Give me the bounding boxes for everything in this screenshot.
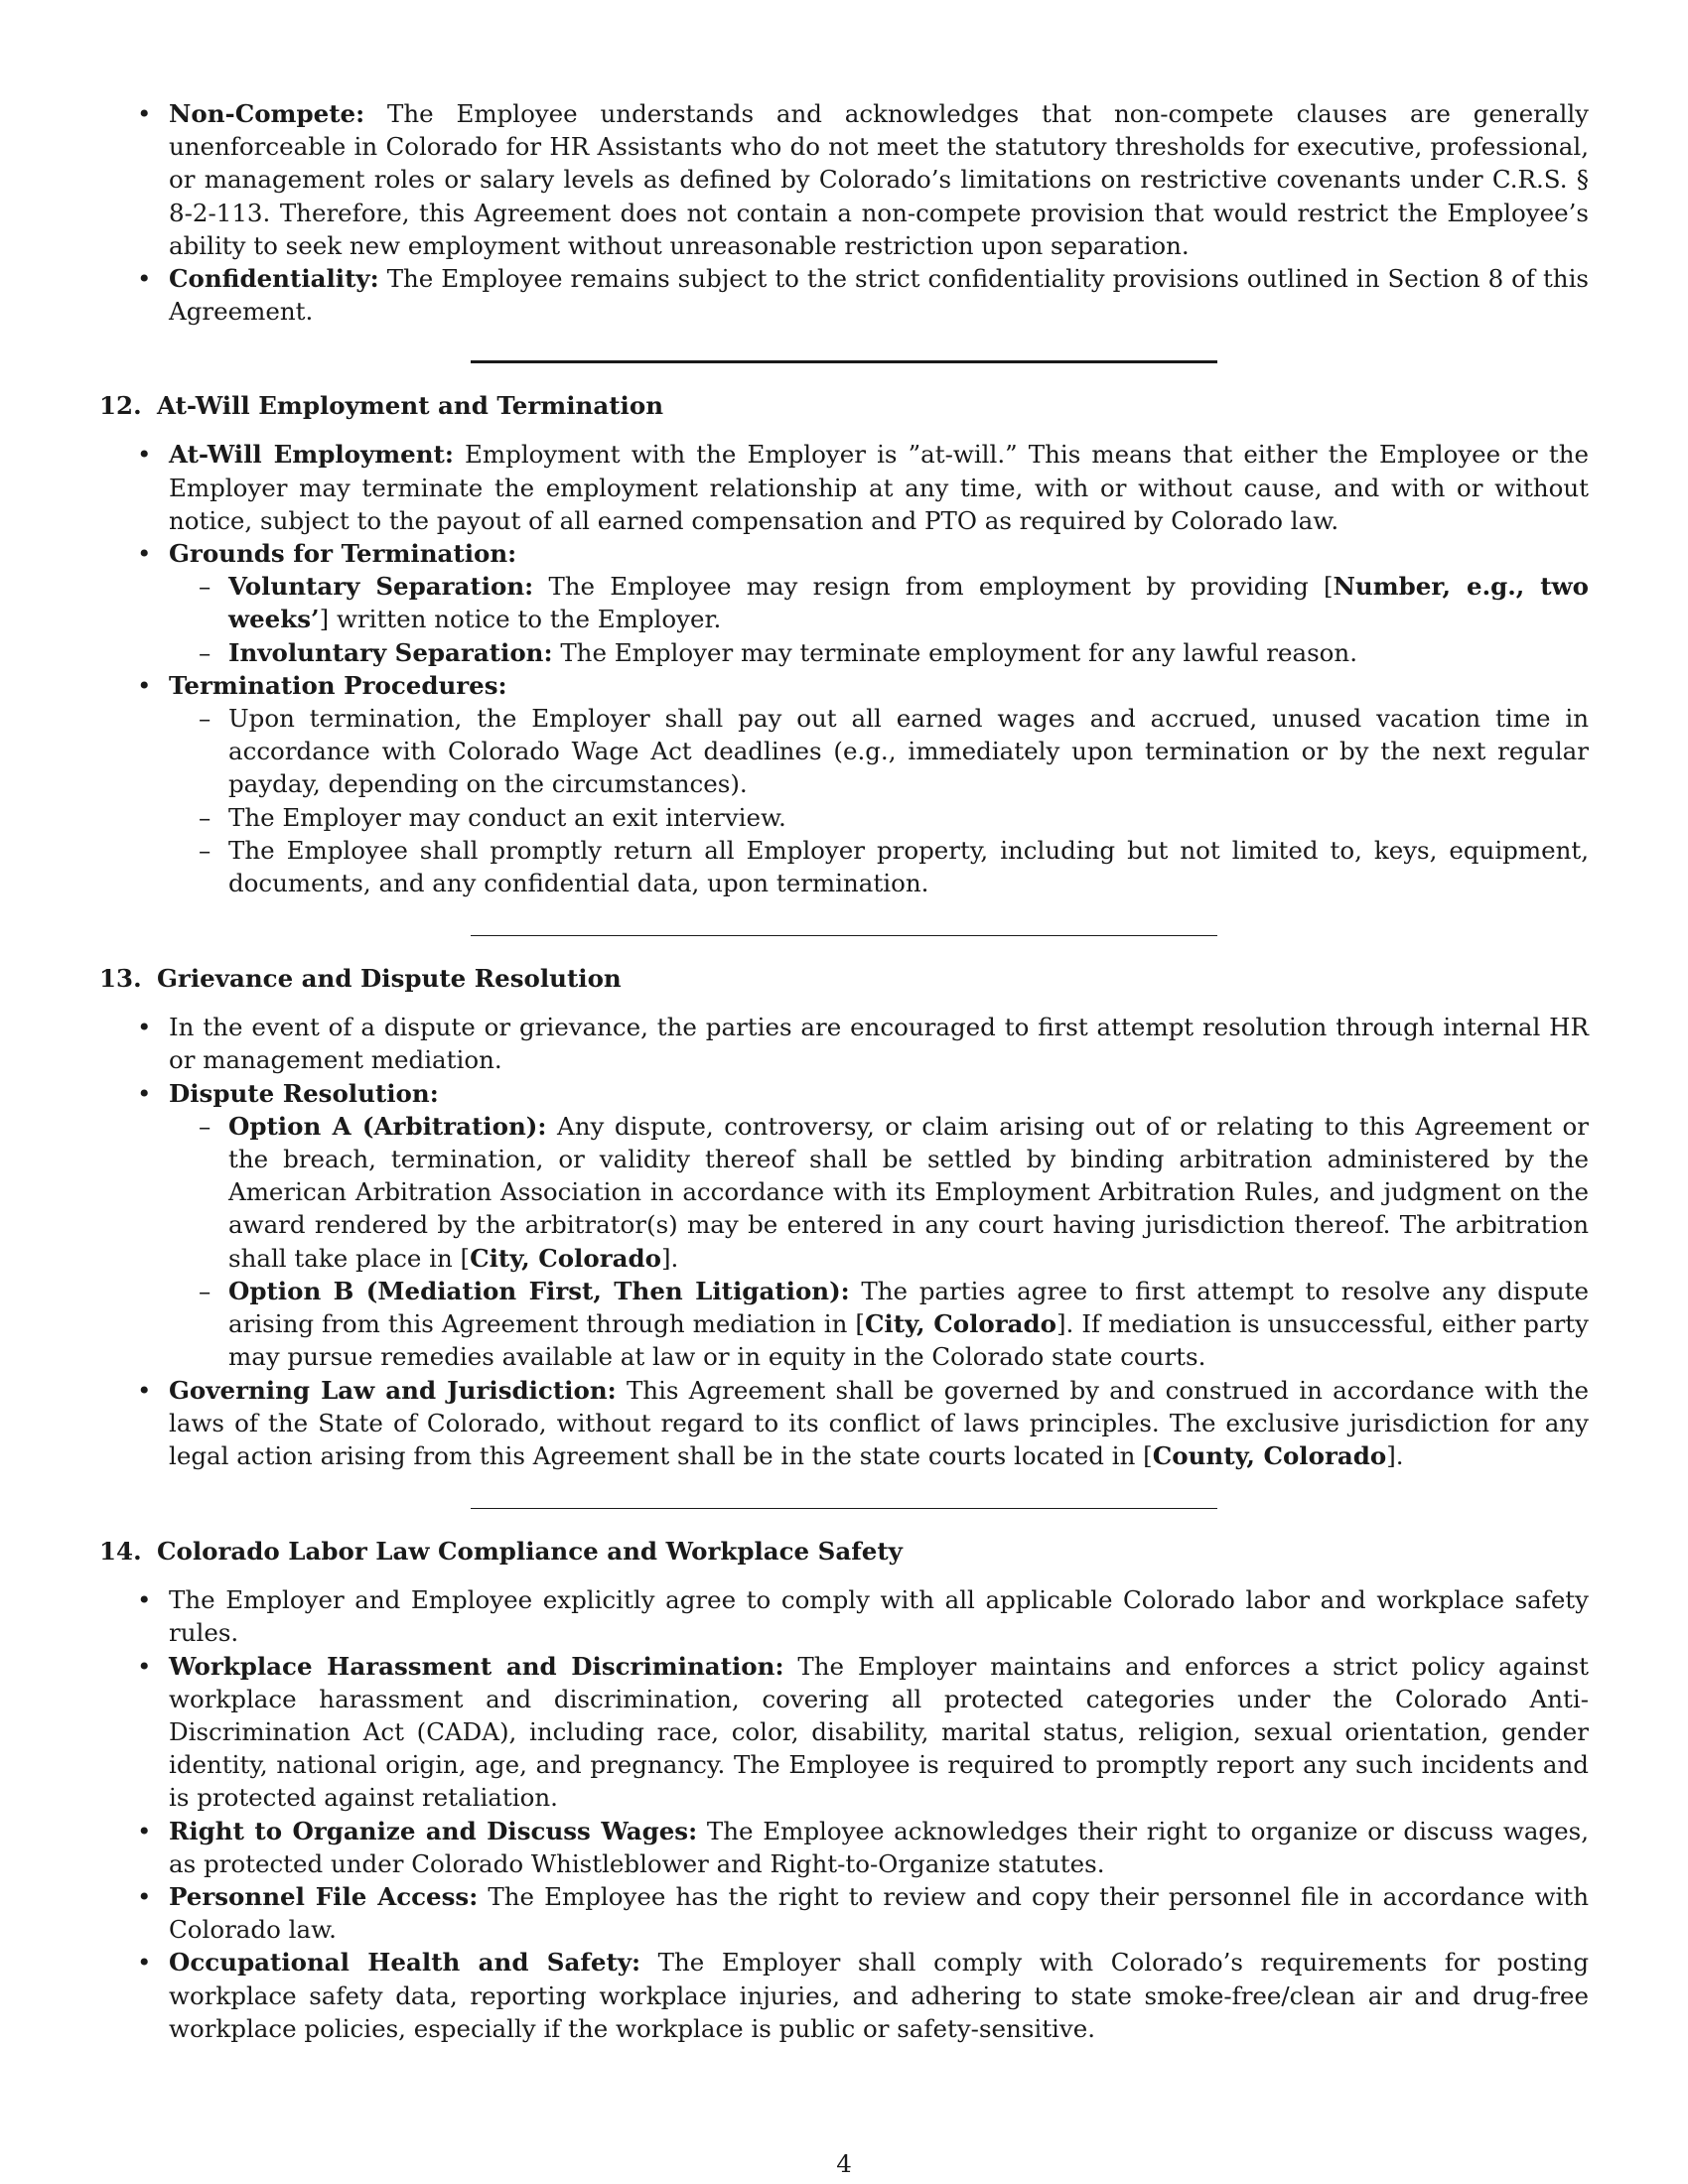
placeholder-field: City, Colorado bbox=[864, 1309, 1056, 1339]
section-13-list bbox=[99, 1011, 1589, 1110]
list-item-non-compete bbox=[99, 97, 1589, 262]
bullet: • bbox=[137, 539, 152, 569]
item-text: The Employer may terminate employment for any lawful reason. bbox=[560, 637, 1357, 667]
item-text: Upon termination, the Employer shall pay out all earned wages and accrued, unused vacation time in accordance with Colorado Wage Act deadlines (e.g., immediately upon termination or by the next regular payday, depending on the circumstances). bbox=[228, 704, 1589, 799]
item-label: Option A (Arbitration): bbox=[228, 1111, 547, 1141]
bullet: • bbox=[137, 1881, 152, 1911]
section-title: Colorado Labor Law Compliance and Workplace Safety bbox=[157, 1537, 903, 1567]
procedures-sublist bbox=[99, 702, 1589, 899]
list-item-procedures bbox=[99, 669, 1589, 702]
bullet: • bbox=[137, 1013, 152, 1042]
item-label: Grounds for Termination: bbox=[169, 539, 517, 569]
bullet: • bbox=[137, 1375, 152, 1405]
bullet: • bbox=[137, 1816, 152, 1845]
item-text: The Employee has the right to review and copy their personnel file in accordance with Colorado law. bbox=[169, 1881, 1589, 1945]
bullet: • bbox=[137, 1078, 152, 1108]
item-label: Governing Law and Jurisdiction: bbox=[169, 1375, 617, 1405]
list-item-health-safety bbox=[99, 1946, 1589, 2045]
item-label: Dispute Resolution: bbox=[169, 1078, 439, 1108]
bullet: • bbox=[137, 670, 152, 700]
dash: – bbox=[199, 1111, 211, 1141]
item-label: Option B (Mediation First, Then Litigation): bbox=[228, 1276, 850, 1305]
list-item-confidentiality bbox=[99, 262, 1589, 328]
dash: – bbox=[199, 637, 211, 667]
section-14-list bbox=[99, 1583, 1589, 2045]
dash: – bbox=[199, 835, 211, 865]
section-heading bbox=[99, 1535, 1589, 1568]
item-text: The Employer shall comply with Colorado’s requirements for posting workplace safety data, reporting workplace injuries, and adhering to state smoke-free/clean air and drug-free workplace policies, especially if the workplace is public or safety-sensitive. bbox=[169, 1948, 1590, 2043]
item-text: The Employer and Employee explicitly agree to comply with all applicable Colorado labor and workplace safety rules. bbox=[169, 1585, 1589, 1648]
section-12-list-cont bbox=[99, 669, 1589, 702]
item-text: The Employee shall promptly return all Employer property, including but not limited to, keys, equipment, documents, and any confidential data, upon termination. bbox=[228, 835, 1589, 898]
item-text: The Employee understands and acknowledges that non-compete clauses are generally unenforceable in Colorado for HR Assistants who do not meet the statutory thresholds for executive, professional, or management roles or salary levels as defined by Colorado’s limitations on restrictive covenants under C.R.S. § 8-2-113. Therefore, this Agreement does not contain a non-compete provision that would restrict the Employee’s ability to seek new employment without unreasonable restriction upon separation. bbox=[169, 99, 1589, 260]
item-label: Personnel File Access: bbox=[169, 1881, 479, 1911]
item-text: Any dispute, controversy, or claim arising out of or relating to this Agreement or the breach, termination, or validity thereof shall be settled by binding arbitration administered by the American Arbitration Association in accordance with its Employment Arbitration Rules, and judgment on the award rendered by the arbitrator(s) may be entered in any court having jurisdiction thereof. The arbitration shall take place in bbox=[228, 1111, 1590, 1273]
sublist-item-involuntary bbox=[99, 636, 1589, 669]
list-item-intro bbox=[99, 1583, 1589, 1649]
list-item-dispute bbox=[99, 1077, 1589, 1110]
sublist-item bbox=[99, 801, 1589, 834]
page-number: 4 bbox=[836, 2149, 852, 2178]
section-divider bbox=[471, 360, 1217, 363]
bullet: • bbox=[137, 1651, 152, 1681]
item-label: At-Will Employment: bbox=[169, 440, 454, 470]
item-text: This Agreement shall be governed by and construed in accordance with the laws of the State of Colorado, without regard to its conflict of laws principles. The exclusive jurisdiction for any legal action arising from this Agreement shall be in the state courts located in bbox=[169, 1375, 1589, 1470]
item-text: The Employer maintains and enforces a strict policy against workplace harassment and discrimination, covering all protected categories under the Colorado Anti-Discrimination Act (CADA), including race, color, disability, marital status, religion, sexual orientation, gender identity, national origin, age, and pregnancy. The Employee is required to promptly report any such incidents and is protected against retaliation. bbox=[169, 1651, 1589, 1813]
list-item-at-will bbox=[99, 438, 1589, 537]
item-text: The parties agree to first attempt to resolve any dispute arising from this Agreement through mediation in bbox=[228, 1276, 1589, 1339]
bullet: • bbox=[137, 440, 152, 470]
dash: – bbox=[199, 704, 211, 734]
dash: – bbox=[199, 1276, 211, 1305]
document-page bbox=[99, 97, 1589, 2045]
section-13 bbox=[99, 962, 1589, 1472]
section-number: 12. bbox=[99, 391, 142, 421]
grounds-sublist bbox=[99, 570, 1589, 669]
continuation-list bbox=[99, 97, 1589, 328]
section-divider bbox=[471, 935, 1217, 936]
item-label: Voluntary Separation: bbox=[228, 572, 534, 602]
bullet: • bbox=[137, 99, 152, 128]
sublist-item bbox=[99, 834, 1589, 899]
section-title: Grievance and Dispute Resolution bbox=[157, 964, 622, 994]
item-label: Confidentiality: bbox=[169, 264, 379, 294]
placeholder-field: Number, e.g., two weeks’ bbox=[228, 572, 1589, 634]
item-label: Non-Compete: bbox=[169, 99, 365, 128]
item-text: The Employee may resign from employment by providing bbox=[548, 572, 1309, 602]
item-text: If mediation is unsuccessful, either party may pursue remedies available at law or in equity in the Colorado state courts. bbox=[228, 1309, 1589, 1372]
section-heading bbox=[99, 389, 1589, 422]
section-divider bbox=[471, 1508, 1217, 1509]
placeholder-field: County, Colorado bbox=[1152, 1440, 1387, 1470]
sublist-item-option-b: – Option B (Mediation First, Then Litigation): The parties agree to first attempt to resolve any dispute arising from this Agreement through mediation in [City, Colorado]. If mediation is unsuccessful, either party may pursue remedies available at law or in equity in the Colorado state courts. bbox=[199, 1276, 1589, 1372]
section-12-list bbox=[99, 438, 1589, 570]
dash: – bbox=[199, 802, 211, 832]
section-13-list-cont bbox=[99, 1374, 1589, 1473]
list-item-harassment bbox=[99, 1650, 1589, 1815]
item-label: Right to Organize and Discuss Wages: bbox=[169, 1816, 698, 1845]
item-label: Workplace Harassment and Discrimination: bbox=[169, 1651, 784, 1681]
item-label: Termination Procedures: bbox=[169, 670, 507, 700]
list-item-organize bbox=[99, 1815, 1589, 1880]
section-number: 13. bbox=[99, 964, 142, 994]
item-text: written notice to the Employer. bbox=[336, 605, 722, 634]
list-item-grounds bbox=[99, 537, 1589, 570]
item-text: Employment with the Employer is ”at-will.” This means that either the Employee or the Employer may terminate the employment relationship at any time, with or without cause, and with or without notice, subject to the payout of all earned compensation and PTO as required by Colorado law. bbox=[169, 440, 1589, 535]
bullet: • bbox=[137, 1948, 152, 1978]
section-12 bbox=[99, 389, 1589, 899]
sublist-item-voluntary: – Voluntary Separation: The Employee may resign from employment by providing [Number, e.g., two weeks’] written notice to the Employer. bbox=[199, 572, 1589, 634]
item-text: The Employee acknowledges their right to organize or discuss wages, as protected under Colorado Whistleblower and Right-to-Organize statutes. bbox=[169, 1816, 1589, 1878]
dispute-sublist bbox=[99, 1110, 1589, 1374]
placeholder-field: City, Colorado bbox=[470, 1243, 661, 1273]
section-14 bbox=[99, 1535, 1589, 2045]
section-heading bbox=[99, 962, 1589, 995]
sublist-item bbox=[99, 702, 1589, 801]
item-label: Involuntary Separation: bbox=[228, 637, 553, 667]
item-text: The Employer may conduct an exit interview. bbox=[228, 802, 786, 832]
list-item-governing-law: • Governing Law and Jurisdiction: This Agreement shall be governed by and construed in accordance with the laws of the State of Colorado, without regard to its conflict of laws principles. The exclusive jurisdiction for any legal action arising from this Agreement shall be in the state courts located in [County, Colorado]. bbox=[137, 1375, 1589, 1470]
list-item-personnel-file bbox=[99, 1880, 1589, 1946]
bullet: • bbox=[137, 1585, 152, 1615]
list-item-intro bbox=[99, 1011, 1589, 1076]
dash: – bbox=[199, 572, 211, 602]
section-title: At-Will Employment and Termination bbox=[157, 391, 664, 421]
item-label: Occupational Health and Safety: bbox=[169, 1948, 641, 1978]
item-text: In the event of a dispute or grievance, the parties are encouraged to first attempt resolution through internal HR or management mediation. bbox=[169, 1013, 1589, 1075]
sublist-item-option-a: – Option A (Arbitration): Any dispute, controversy, or claim arising out of or relating to this Agreement or the breach, termination, or validity thereof shall be settled by binding arbitration administered by the American Arbitration Association in accordance with its Employment Arbitration Rules, and judgment on the award rendered by the arbitrator(s) may be entered in any court having jurisdiction thereof. The arbitration shall take place in [City, Colorado]. bbox=[199, 1111, 1590, 1273]
section-number: 14. bbox=[99, 1537, 142, 1567]
item-text: The Employee remains subject to the strict confidentiality provisions outlined in Section 8 of this Agreement. bbox=[169, 264, 1589, 327]
bullet: • bbox=[137, 264, 152, 294]
